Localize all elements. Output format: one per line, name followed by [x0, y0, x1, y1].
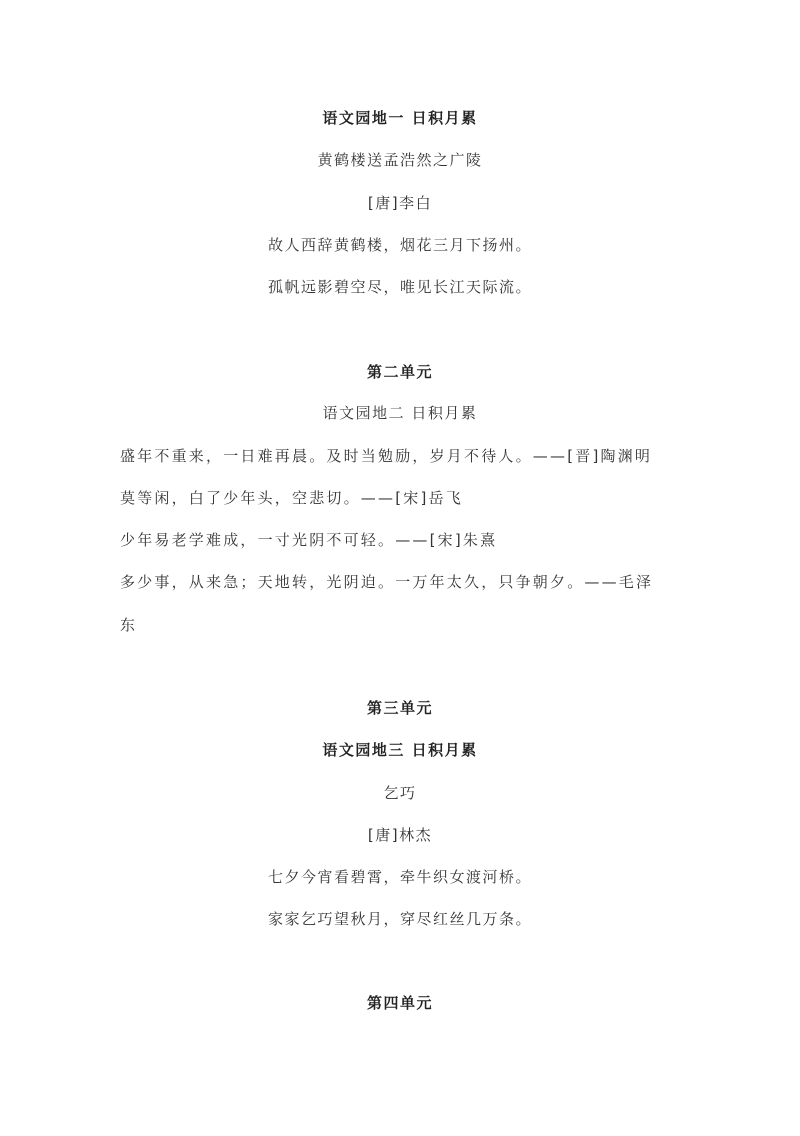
- quote-line-continued: 东: [120, 616, 138, 634]
- section-1-heading: 语文园地一 日积月累: [322, 109, 478, 127]
- unit-heading: 第三单元: [366, 699, 433, 717]
- quote-line: 少年易老学难成，一寸光阴不可轻。——[宋]朱熹: [120, 531, 498, 549]
- poem-title: 黄鹤楼送孟浩然之广陵: [317, 151, 483, 169]
- poem-line: 孤帆远影碧空尽，唯见长江天际流。: [267, 278, 532, 296]
- poem-author: [唐]林杰: [367, 826, 433, 844]
- quote-line: 多少事，从来急；天地转，光阴迫。一万年太久，只争朝夕。——毛泽: [120, 573, 654, 591]
- quote-line: 盛年不重来，一日难再晨。及时当勉励，岁月不待人。——[晋]陶渊明: [120, 447, 653, 465]
- section-3-heading: 语文园地三 日积月累: [322, 741, 478, 759]
- poem-author: [唐]李白: [367, 194, 433, 212]
- quote-line: 莫等闲，白了少年头，空悲切。——[宋]岳飞: [120, 489, 463, 507]
- poem-line: 家家乞巧望秋月，穿尽红丝几万条。: [267, 910, 532, 928]
- poem-line: 故人西辞黄鹤楼，烟花三月下扬州。: [267, 236, 532, 254]
- unit-heading: 第四单元: [366, 994, 433, 1012]
- poem-line: 七夕今宵看碧霄，牵牛织女渡河桥。: [267, 868, 532, 886]
- unit-heading: 第二单元: [366, 363, 433, 381]
- poem-title: 乞巧: [383, 784, 417, 802]
- section-2-heading: 语文园地二 日积月累: [322, 404, 478, 422]
